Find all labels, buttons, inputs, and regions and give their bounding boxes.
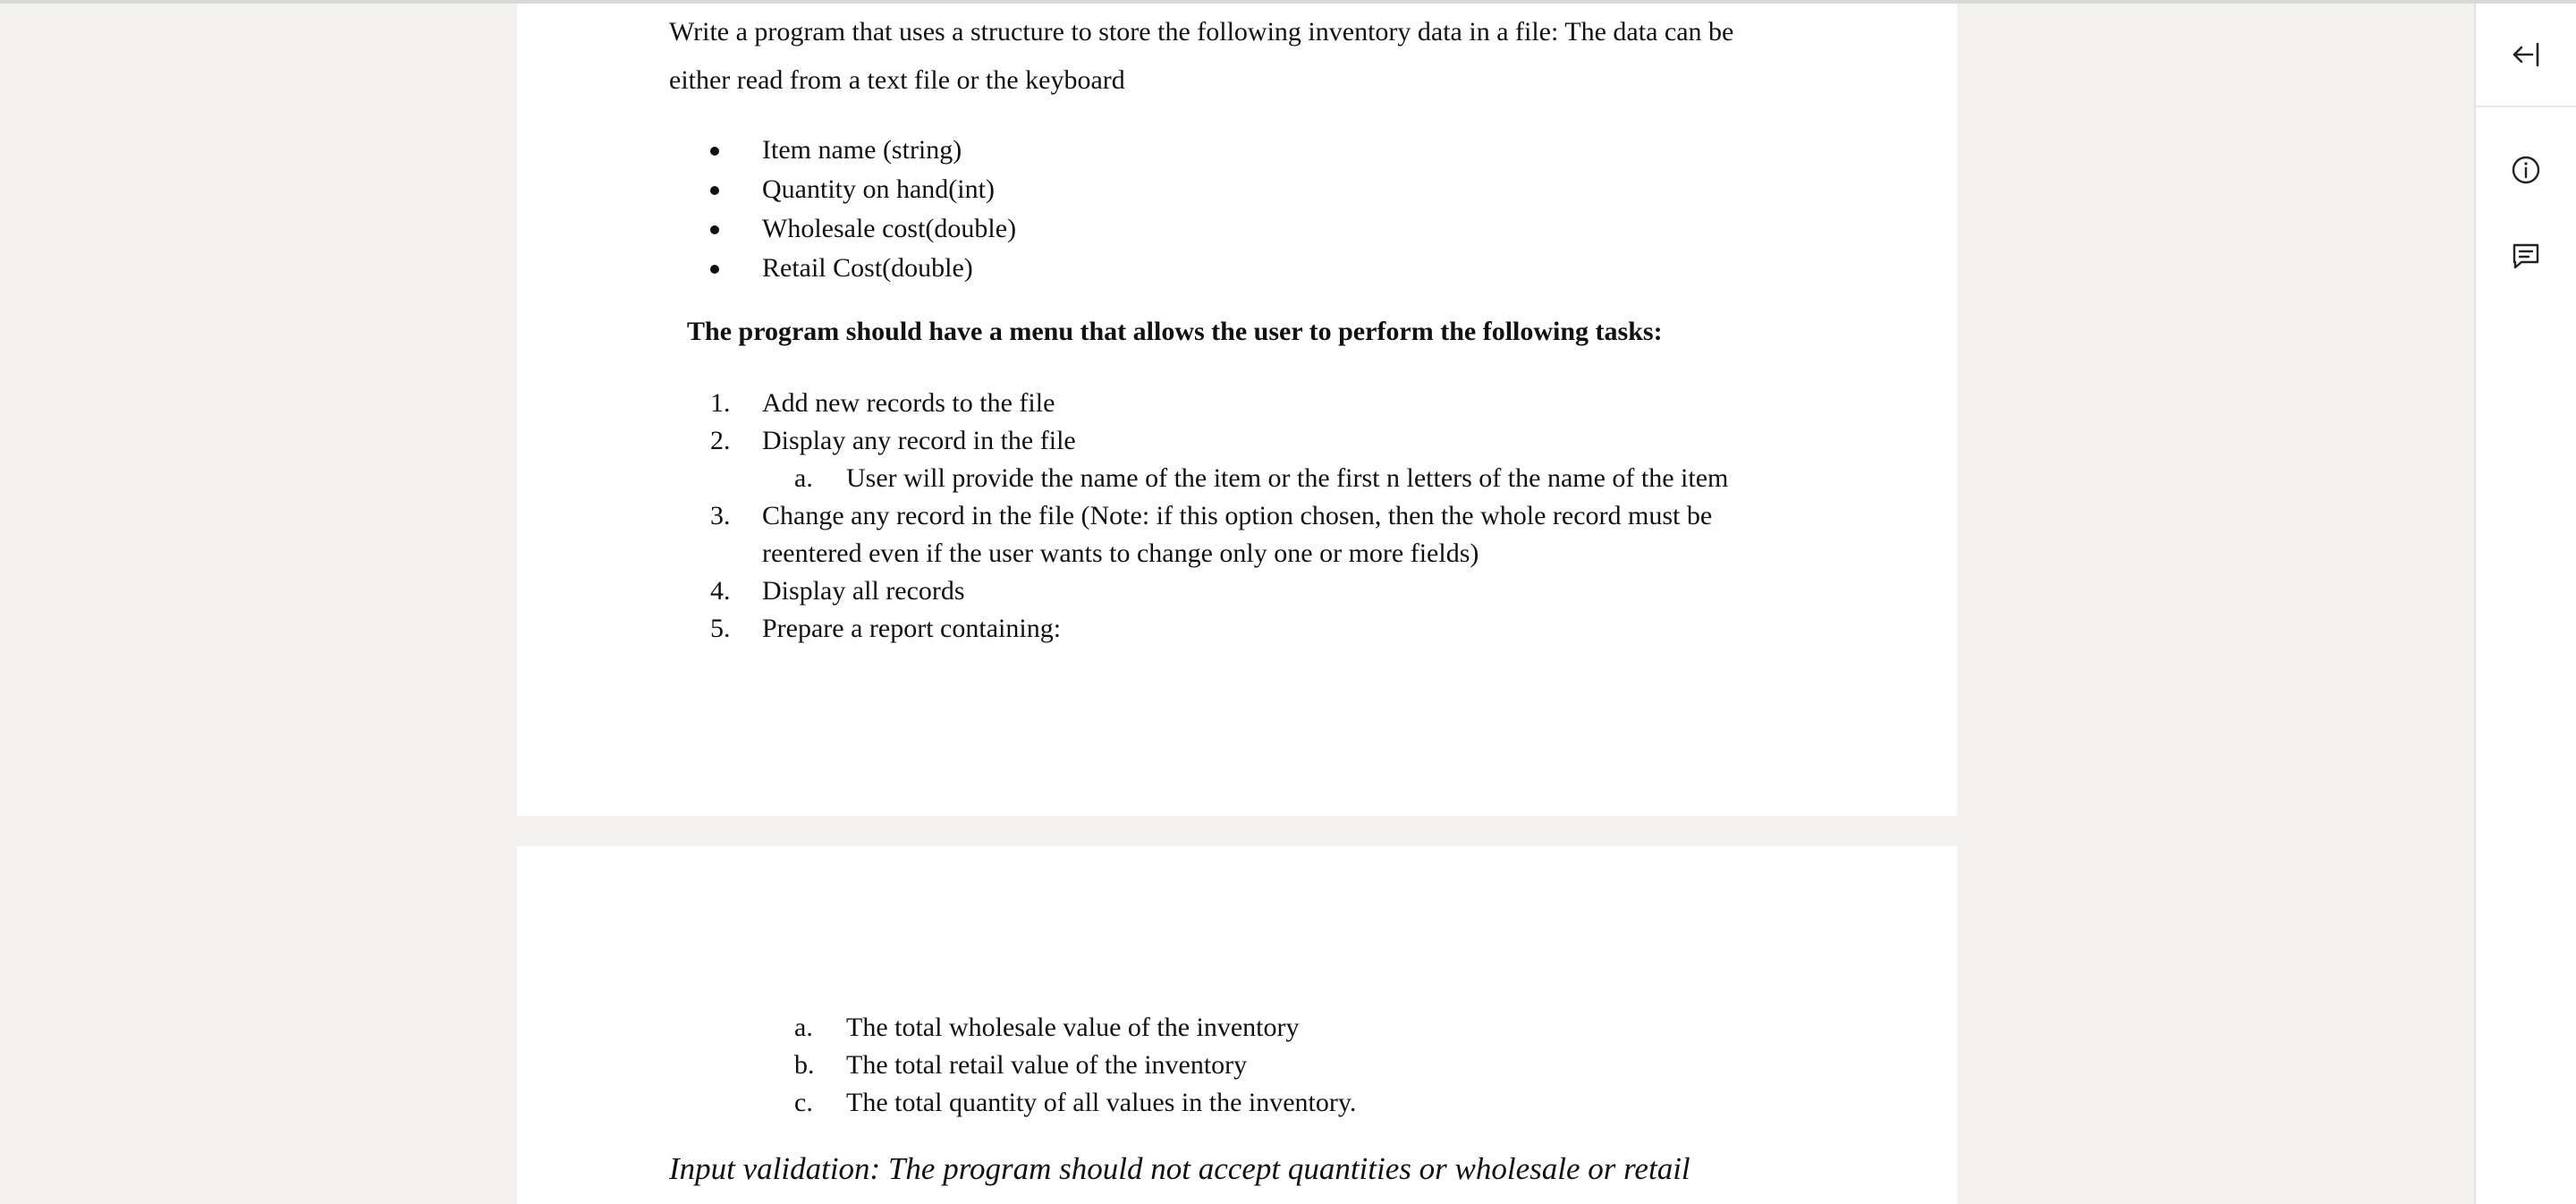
field-list bbox=[710, 131, 1016, 288]
task-list bbox=[710, 385, 1866, 648]
list-item: 1. Add new records to the file bbox=[710, 388, 1055, 418]
list-item: 2. Display any record in the file bbox=[710, 426, 1076, 455]
list-item: b. The total retail value of the inventory bbox=[794, 1050, 1248, 1080]
list-item: a. User will provide the name of the item or the first n letters of the name of the item bbox=[794, 463, 1729, 493]
list-item: Retail Cost(double) bbox=[710, 249, 1016, 288]
list-item: c. The total quantity of all values in the inventory. bbox=[794, 1088, 1357, 1117]
menu-heading: The program should have a menu that allows the user to perform the following tasks: bbox=[687, 317, 1663, 346]
validation-paragraph: Input validation: The program should not accept quantities or wholesale or retail bbox=[669, 1151, 1690, 1186]
collapse-arrow-icon[interactable] bbox=[2504, 33, 2547, 76]
intro-paragraph: Write a program that uses a structure to store the following inventory data in a file: The data can be either read from a text file or the keyboard bbox=[669, 17, 1734, 95]
list-item: 4. Display all records bbox=[710, 576, 965, 606]
list-item: a. The total wholesale value of the inventory bbox=[794, 1013, 1300, 1042]
list-item: Item name (string) bbox=[710, 131, 1016, 170]
bullet-icon bbox=[710, 186, 719, 195]
list-item: 3. Change any record in the file (Note: if this option chosen, then the whole record must be reentered even if the user wants to change only one or more fields) bbox=[710, 501, 1713, 568]
sidebar-divider bbox=[2476, 106, 2576, 107]
bullet-icon bbox=[710, 147, 719, 156]
document-page-1 bbox=[517, 4, 1957, 816]
right-sidebar bbox=[2474, 4, 2576, 1204]
document-viewer[interactable] bbox=[0, 4, 2474, 1204]
bullet-icon bbox=[710, 225, 719, 234]
report-list bbox=[794, 1009, 1356, 1122]
document-page-2 bbox=[517, 846, 1957, 1204]
comment-icon[interactable] bbox=[2504, 234, 2547, 277]
bullet-icon bbox=[710, 265, 719, 274]
list-item: Quantity on hand(int) bbox=[710, 170, 1016, 209]
list-item: Wholesale cost(double) bbox=[710, 209, 1016, 249]
info-icon[interactable] bbox=[2504, 148, 2547, 191]
list-item: 5. Prepare a report containing: bbox=[710, 614, 1062, 643]
